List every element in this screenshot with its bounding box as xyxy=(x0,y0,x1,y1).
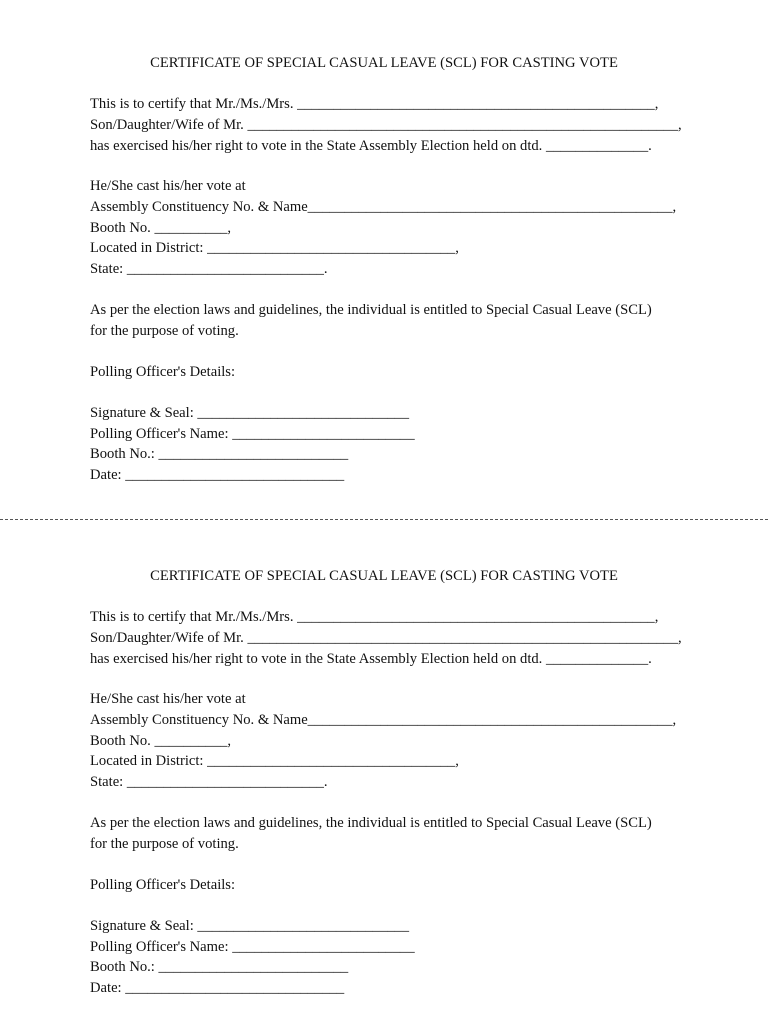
officer-name-line: Polling Officer's Name: _________________________ xyxy=(90,939,415,955)
district-line: Located in District: __________________________________, xyxy=(90,753,459,769)
booth-number-line: Booth No. __________, xyxy=(90,733,232,749)
officer-name-line: Polling Officer's Name: _________________________ xyxy=(90,426,415,442)
certify-name-line: This is to certify that Mr./Ms./Mrs. _________________________________________________, xyxy=(90,96,659,112)
entitlement-line-2: for the purpose of voting. xyxy=(90,323,239,339)
date-line: Date: ______________________________ xyxy=(90,980,345,996)
constituency-line: Assembly Constituency No. & Name__________________________________________________, xyxy=(90,199,677,215)
date-line: Date: ______________________________ xyxy=(90,467,345,483)
relation-line: Son/Daughter/Wife of Mr. ___________________________________________________________, xyxy=(90,630,682,646)
officer-booth-line: Booth No.: __________________________ xyxy=(90,446,349,462)
certificate-title: CERTIFICATE OF SPECIAL CASUAL LEAVE (SCL) FOR CASTING VOTE xyxy=(150,55,618,71)
cut-line-divider xyxy=(0,519,768,520)
certify-name-line: This is to certify that Mr./Ms./Mrs. _________________________________________________, xyxy=(90,609,659,625)
certificate-title: CERTIFICATE OF SPECIAL CASUAL LEAVE (SCL) FOR CASTING VOTE xyxy=(150,568,618,584)
signature-seal-line: Signature & Seal: _____________________________ xyxy=(90,918,410,934)
signature-seal-line: Signature & Seal: _____________________________ xyxy=(90,405,410,421)
entitlement-line-2: for the purpose of voting. xyxy=(90,836,239,852)
entitlement-line-1: As per the election laws and guidelines, the individual is entitled to Special Casual Leave (SCL) xyxy=(90,815,652,831)
booth-number-line: Booth No. __________, xyxy=(90,220,232,236)
state-line: State: ___________________________. xyxy=(90,261,328,277)
cast-vote-line: He/She cast his/her vote at xyxy=(90,178,246,194)
officer-details-heading: Polling Officer's Details: xyxy=(90,877,236,893)
exercised-vote-line: has exercised his/her right to vote in the State Assembly Election held on dtd. ______________. xyxy=(90,651,652,667)
entitlement-line-1: As per the election laws and guidelines, the individual is entitled to Special Casual Leave (SCL) xyxy=(90,302,652,318)
cast-vote-line: He/She cast his/her vote at xyxy=(90,691,246,707)
constituency-line: Assembly Constituency No. & Name__________________________________________________, xyxy=(90,712,677,728)
relation-line: Son/Daughter/Wife of Mr. ___________________________________________________________, xyxy=(90,117,682,133)
officer-booth-line: Booth No.: __________________________ xyxy=(90,959,349,975)
officer-details-heading: Polling Officer's Details: xyxy=(90,364,236,380)
state-line: State: ___________________________. xyxy=(90,774,328,790)
district-line: Located in District: __________________________________, xyxy=(90,240,459,256)
exercised-vote-line: has exercised his/her right to vote in the State Assembly Election held on dtd. ______________. xyxy=(90,138,652,154)
